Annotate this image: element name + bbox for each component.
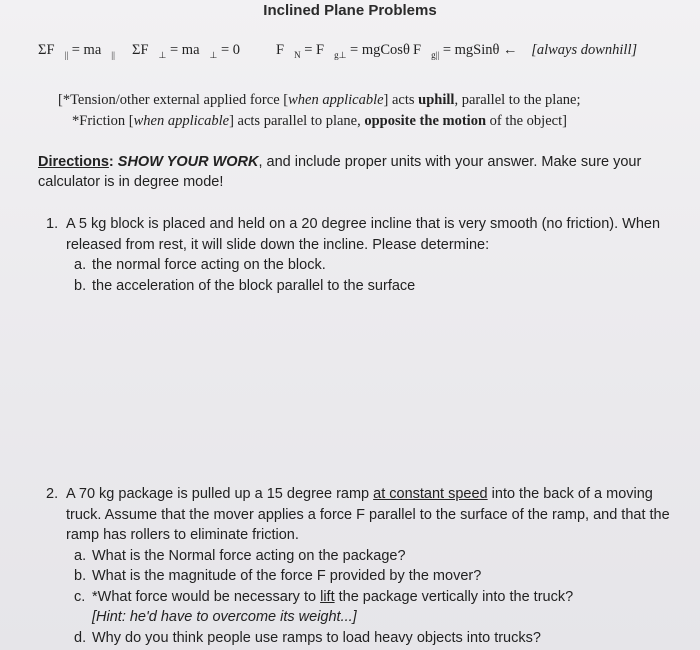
formula-net-force-parallel: ΣF $_{||}$ = ma $_{||}$ — [38, 42, 115, 60]
formula-net-force-perpendicular: ΣF $_\perp$ = ma $_\perp$ = 0 — [132, 42, 241, 60]
force-notes — [58, 90, 580, 132]
formula-line — [38, 42, 690, 60]
question-2d: d. Why do you think people use ramps to load heavy objects into trucks? — [74, 629, 541, 646]
note-tension: [*Tension/other external applied force [when applicable] acts uphill, parallel to the plane; — [58, 92, 581, 108]
question-1a: a. the normal force acting on the block. — [74, 257, 326, 273]
question-2c: c. *What force would be necessary to lift the package vertically into the truck? — [74, 588, 574, 605]
directions: Directions: SHOW YOUR WORK, and include proper units with your answer. Make sure your calculator is in degree mode! — [38, 154, 642, 190]
formula-gravity-parallel: F $_{g||}$ = mgSinθ ← [always downhill] — [413, 42, 638, 60]
formula-normal-force: F $_N$ = F $_{g\perp}$ = mgCosθ — [276, 42, 410, 60]
question-1b: b. the acceleration of the block parallel to the surface — [74, 277, 416, 294]
note-friction: *Friction [when applicable] acts parallel to plane, opposite the motion of the object] — [72, 113, 567, 129]
question-2: 2. A 70 kg package is pulled up a 15 degree ramp at constant speed into the back of a moving truck. Assume that the mover applies a force F parallel to the surface of the ramp, and that the ramp has rollers to eliminate friction. a. What is the Normal force acting on the package? b. What is the magnitude of the force F provided by the mover? c. *What force would be necessary to lift the package vertically into the truck? [Hint: he'd have to overcome its weight...] d. Why do you think people use ramps to load heavy objects into trucks? — [46, 484, 671, 648]
question-2c-hint: [Hint: he'd have to overcome its weight...] — [92, 609, 357, 625]
question-2a: a. What is the Normal force acting on the package? — [74, 547, 406, 564]
question-1-text: A 5 kg block is placed and held on a 20 degree incline that is very smooth (no friction). When released from rest, it will slide down the incline. Please determine: — [66, 216, 661, 253]
page-title: Inclined Plane Problems — [263, 2, 437, 19]
question-1: 1. A 5 kg block is placed and held on a 20 degree incline that is very smooth (no friction). When released from rest, it will slide down the incline. Please determine: a. the normal force acting on the block. b. the acceleration of the block parallel to the surface — [46, 214, 666, 296]
question-2b: b. What is the magnitude of the force F provided by the mover? — [74, 568, 482, 584]
question-2-text: A 70 kg package is pulled up a 15 degree ramp at constant speed into the back of a moving truck. Assume that the mover applies a force F parallel to the surface of the ramp, and that the ramp has rollers to eliminate friction. — [66, 486, 670, 543]
